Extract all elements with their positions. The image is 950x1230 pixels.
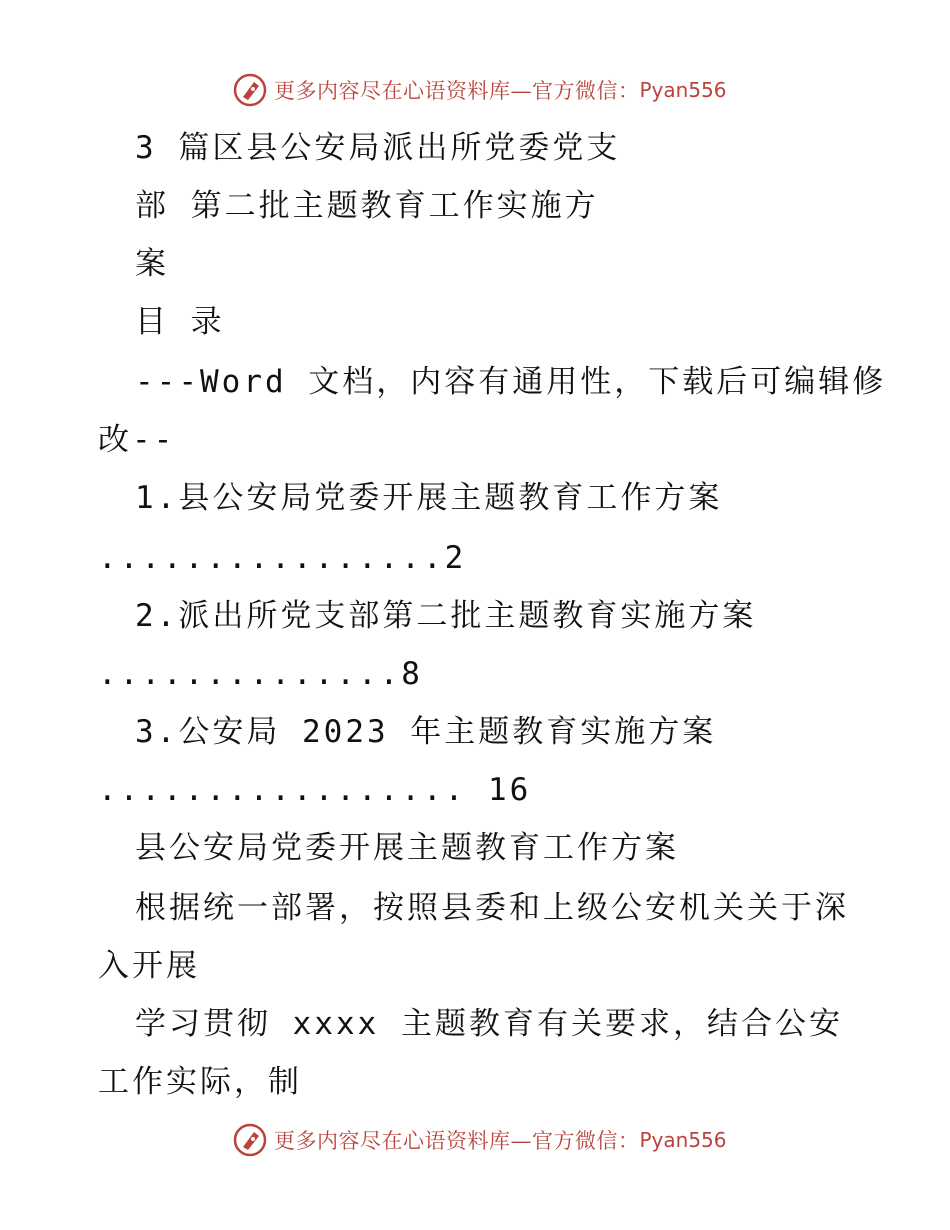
toc-item-1-title: 1.县公安局党委开展主题教育工作方案 (135, 480, 723, 516)
body-line-3: 学习贯彻 xxxx 主题教育有关要求，结合公安 (135, 1006, 843, 1042)
doc-title-line-2: 部 第二批主题教育工作实施方 (135, 188, 599, 224)
pen-nib-circle-icon (232, 72, 268, 108)
banner-text: 更多内容尽在心语资料库—官方微信： (274, 79, 640, 103)
doc-title-line-3: 案 (135, 246, 169, 282)
header-banner (232, 70, 727, 110)
toc-item-3-title: 3.公安局 2023 年主题教育实施方案 (135, 714, 717, 750)
toc-item-3-page: ................. 16 (98, 772, 532, 808)
section-title: 县公安局党委开展主题教育工作方案 (135, 830, 679, 866)
toc-item-2-page: ..............8 (98, 656, 423, 692)
banner-text: 更多内容尽在心语资料库—官方微信： (274, 1129, 640, 1153)
pen-nib-circle-icon (232, 1122, 268, 1158)
editable-note-line-1: ---Word 文档，内容有通用性，下载后可编辑修 (135, 364, 887, 400)
toc-heading: 目 录 (135, 304, 225, 340)
toc-item-1-page: ................2 (98, 540, 467, 576)
doc-title-line-1: 3 篇区县公安局派出所党委党支 (135, 130, 621, 166)
editable-note-line-2: 改-- (98, 422, 176, 458)
body-line-4: 工作实际，制 (98, 1064, 302, 1100)
toc-item-2-title: 2.派出所党支部第二批主题教育实施方案 (135, 598, 757, 634)
banner-wechat-id: Pyan556 (639, 1128, 727, 1152)
body-line-1: 根据统一部署，按照县委和上级公安机关关于深 (135, 890, 849, 926)
banner-wechat-id: Pyan556 (639, 78, 727, 102)
body-line-2: 入开展 (98, 948, 200, 984)
footer-banner (232, 1120, 727, 1160)
